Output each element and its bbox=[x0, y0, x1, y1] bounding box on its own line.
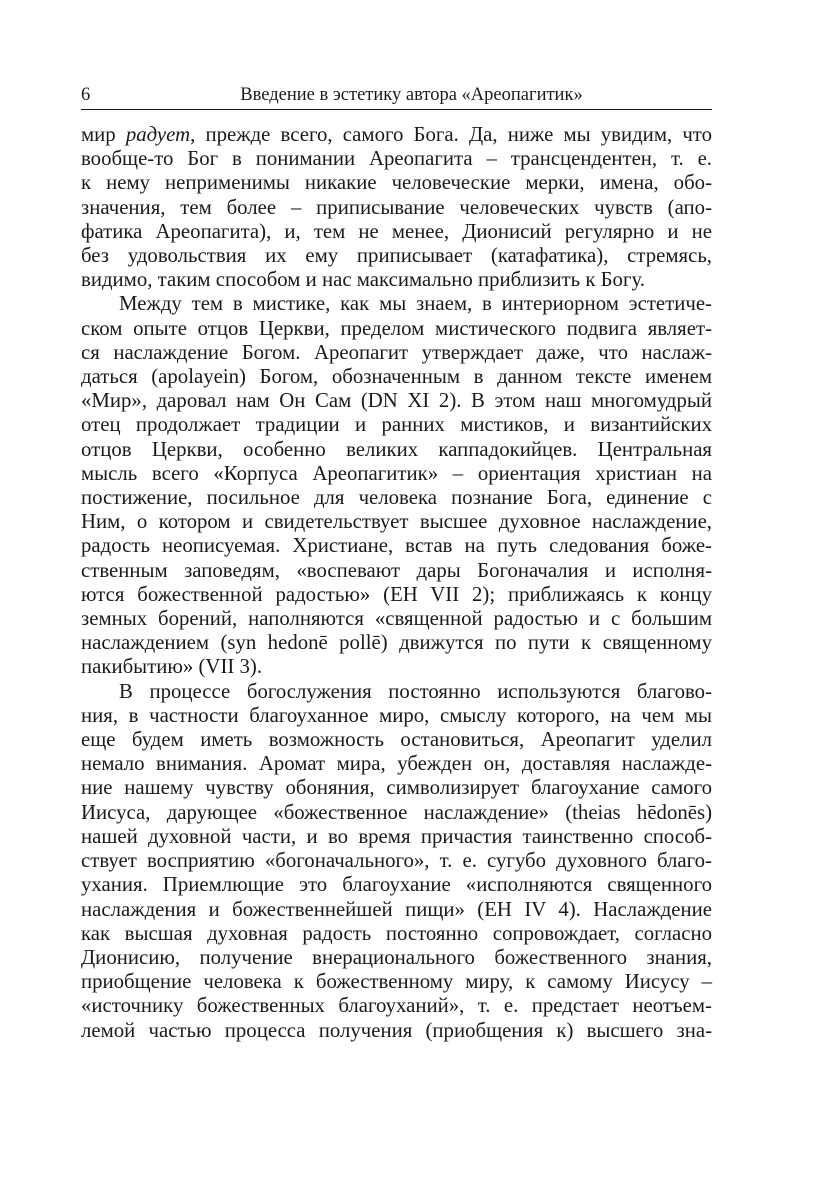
text-line: фатика Ареопагита), и, тем не менее, Дионисий регулярно и не bbox=[81, 219, 712, 243]
header-rule bbox=[81, 109, 712, 110]
text-line: наслаждения и божественнейшей пищи» (EH IV 4). Наслаждение bbox=[81, 897, 712, 921]
body-text bbox=[81, 123, 712, 1043]
text-line: отцов Церкви, особенно великих каппадокийцев. Центральная bbox=[81, 437, 712, 461]
page-number: 6 bbox=[81, 85, 91, 105]
paragraph bbox=[81, 292, 712, 679]
running-title: Введение в эстетику автора «Ареопагитик» bbox=[240, 85, 583, 105]
text-line: «источнику божественных благоуханий», т. е. предстает неотъем- bbox=[81, 994, 712, 1018]
text-run: мир bbox=[81, 123, 126, 146]
text-line: «Мир», даровал нам Он Сам (DN XI 2). В этом наш многомудрый bbox=[81, 389, 712, 413]
text-line: ствует восприятию «богоначального», т. е. сугубо духовного благо- bbox=[81, 849, 712, 873]
text-line: ся наслаждение Богом. Ареопагит утверждает даже, что наслаж- bbox=[81, 340, 712, 364]
text-line: ухания. Приемлющие это благоухание «исполняются священного bbox=[81, 873, 712, 897]
text-line: еще будем иметь возможность остановиться, Ареопагит уделил bbox=[81, 728, 712, 752]
text-line: к нему неприменимы никакие человеческие мерки, имена, обо- bbox=[81, 171, 712, 195]
text-line: даться (apolayein) Богом, обозначенным в данном тексте именем bbox=[81, 365, 712, 389]
text-line: Между тем в мистике, как мы знаем, в интериорном эстетиче- bbox=[119, 292, 712, 316]
text-line: лемой частью процесса получения (приобщения к) высшего зна- bbox=[81, 1018, 712, 1042]
text-line: вообще-то Бог в понимании Ареопагита – трансцендентен, т. е. bbox=[81, 147, 712, 171]
text-line: земных борений, наполняются «священной радостью и с большим bbox=[81, 607, 712, 631]
text-line: немало внимания. Аромат мира, убежден он, доставляя наслажде- bbox=[81, 752, 712, 776]
text-line: видимо, таким способом и нас максимально приблизить к Богу. bbox=[81, 268, 646, 292]
text-line: Иисуса, дарующее «божественное наслаждение» (theias hēdonēs) bbox=[81, 800, 712, 824]
text-line: отец продолжает традиции и ранних мистиков, и византийских bbox=[81, 413, 712, 437]
text-line: ском опыте отцов Церкви, пределом мистического подвига являет- bbox=[81, 316, 712, 340]
text-run: , прежде всего, самого Бога. Да, ниже мы увидим, что bbox=[190, 123, 712, 146]
text-line: приобщение человека к божественному миру, к самому Иисусу – bbox=[81, 970, 712, 994]
text-line: В процессе богослужения постоянно используются благово- bbox=[119, 679, 712, 703]
italic-word: радует bbox=[125, 123, 191, 146]
text-line: без удовольствия их ему приписывает (катафатика), стремясь, bbox=[81, 244, 712, 268]
text-line: Дионисию, получение внерационального божественного знания, bbox=[81, 945, 712, 969]
text-line: радость неописуемая. Христиане, встав на путь следования боже- bbox=[81, 534, 712, 558]
paragraph bbox=[81, 123, 712, 292]
text-line: как высшая духовная радость постоянно сопровождает, согласно bbox=[81, 921, 712, 945]
running-header bbox=[81, 84, 712, 106]
text-line: постижение, посильное для человека познание Бога, единение с bbox=[81, 486, 712, 510]
text-line: значения, тем более – приписывание человеческих чувств (апо- bbox=[81, 195, 712, 219]
text-line: Ним, о котором и свидетельствует высшее духовное наслаждение, bbox=[81, 510, 712, 534]
text-line: наслаждением (syn hedonē pollē) движутся по пути к священному bbox=[81, 631, 712, 655]
book-page bbox=[81, 84, 712, 1043]
text-line: ние нашему чувству обоняния, символизирует благоухание самого bbox=[81, 776, 712, 800]
text-line bbox=[81, 123, 712, 147]
text-line: ния, в частности благоуханное миро, смыслу которого, на чем мы bbox=[81, 703, 712, 727]
text-line: пакибытию» (VII 3). bbox=[81, 655, 263, 679]
text-line: ственным заповедям, «воспевают дары Богоначалия и исполня- bbox=[81, 558, 712, 582]
text-line: нашей духовной части, и во время причастия таинственно способ- bbox=[81, 824, 712, 848]
text-line: мысль всего «Корпуса Ареопагитик» – ориентация христиан на bbox=[81, 461, 712, 485]
paragraph bbox=[81, 680, 712, 1043]
text-line: ются божественной радостью» (EH VII 2); приближаясь к концу bbox=[81, 582, 712, 606]
